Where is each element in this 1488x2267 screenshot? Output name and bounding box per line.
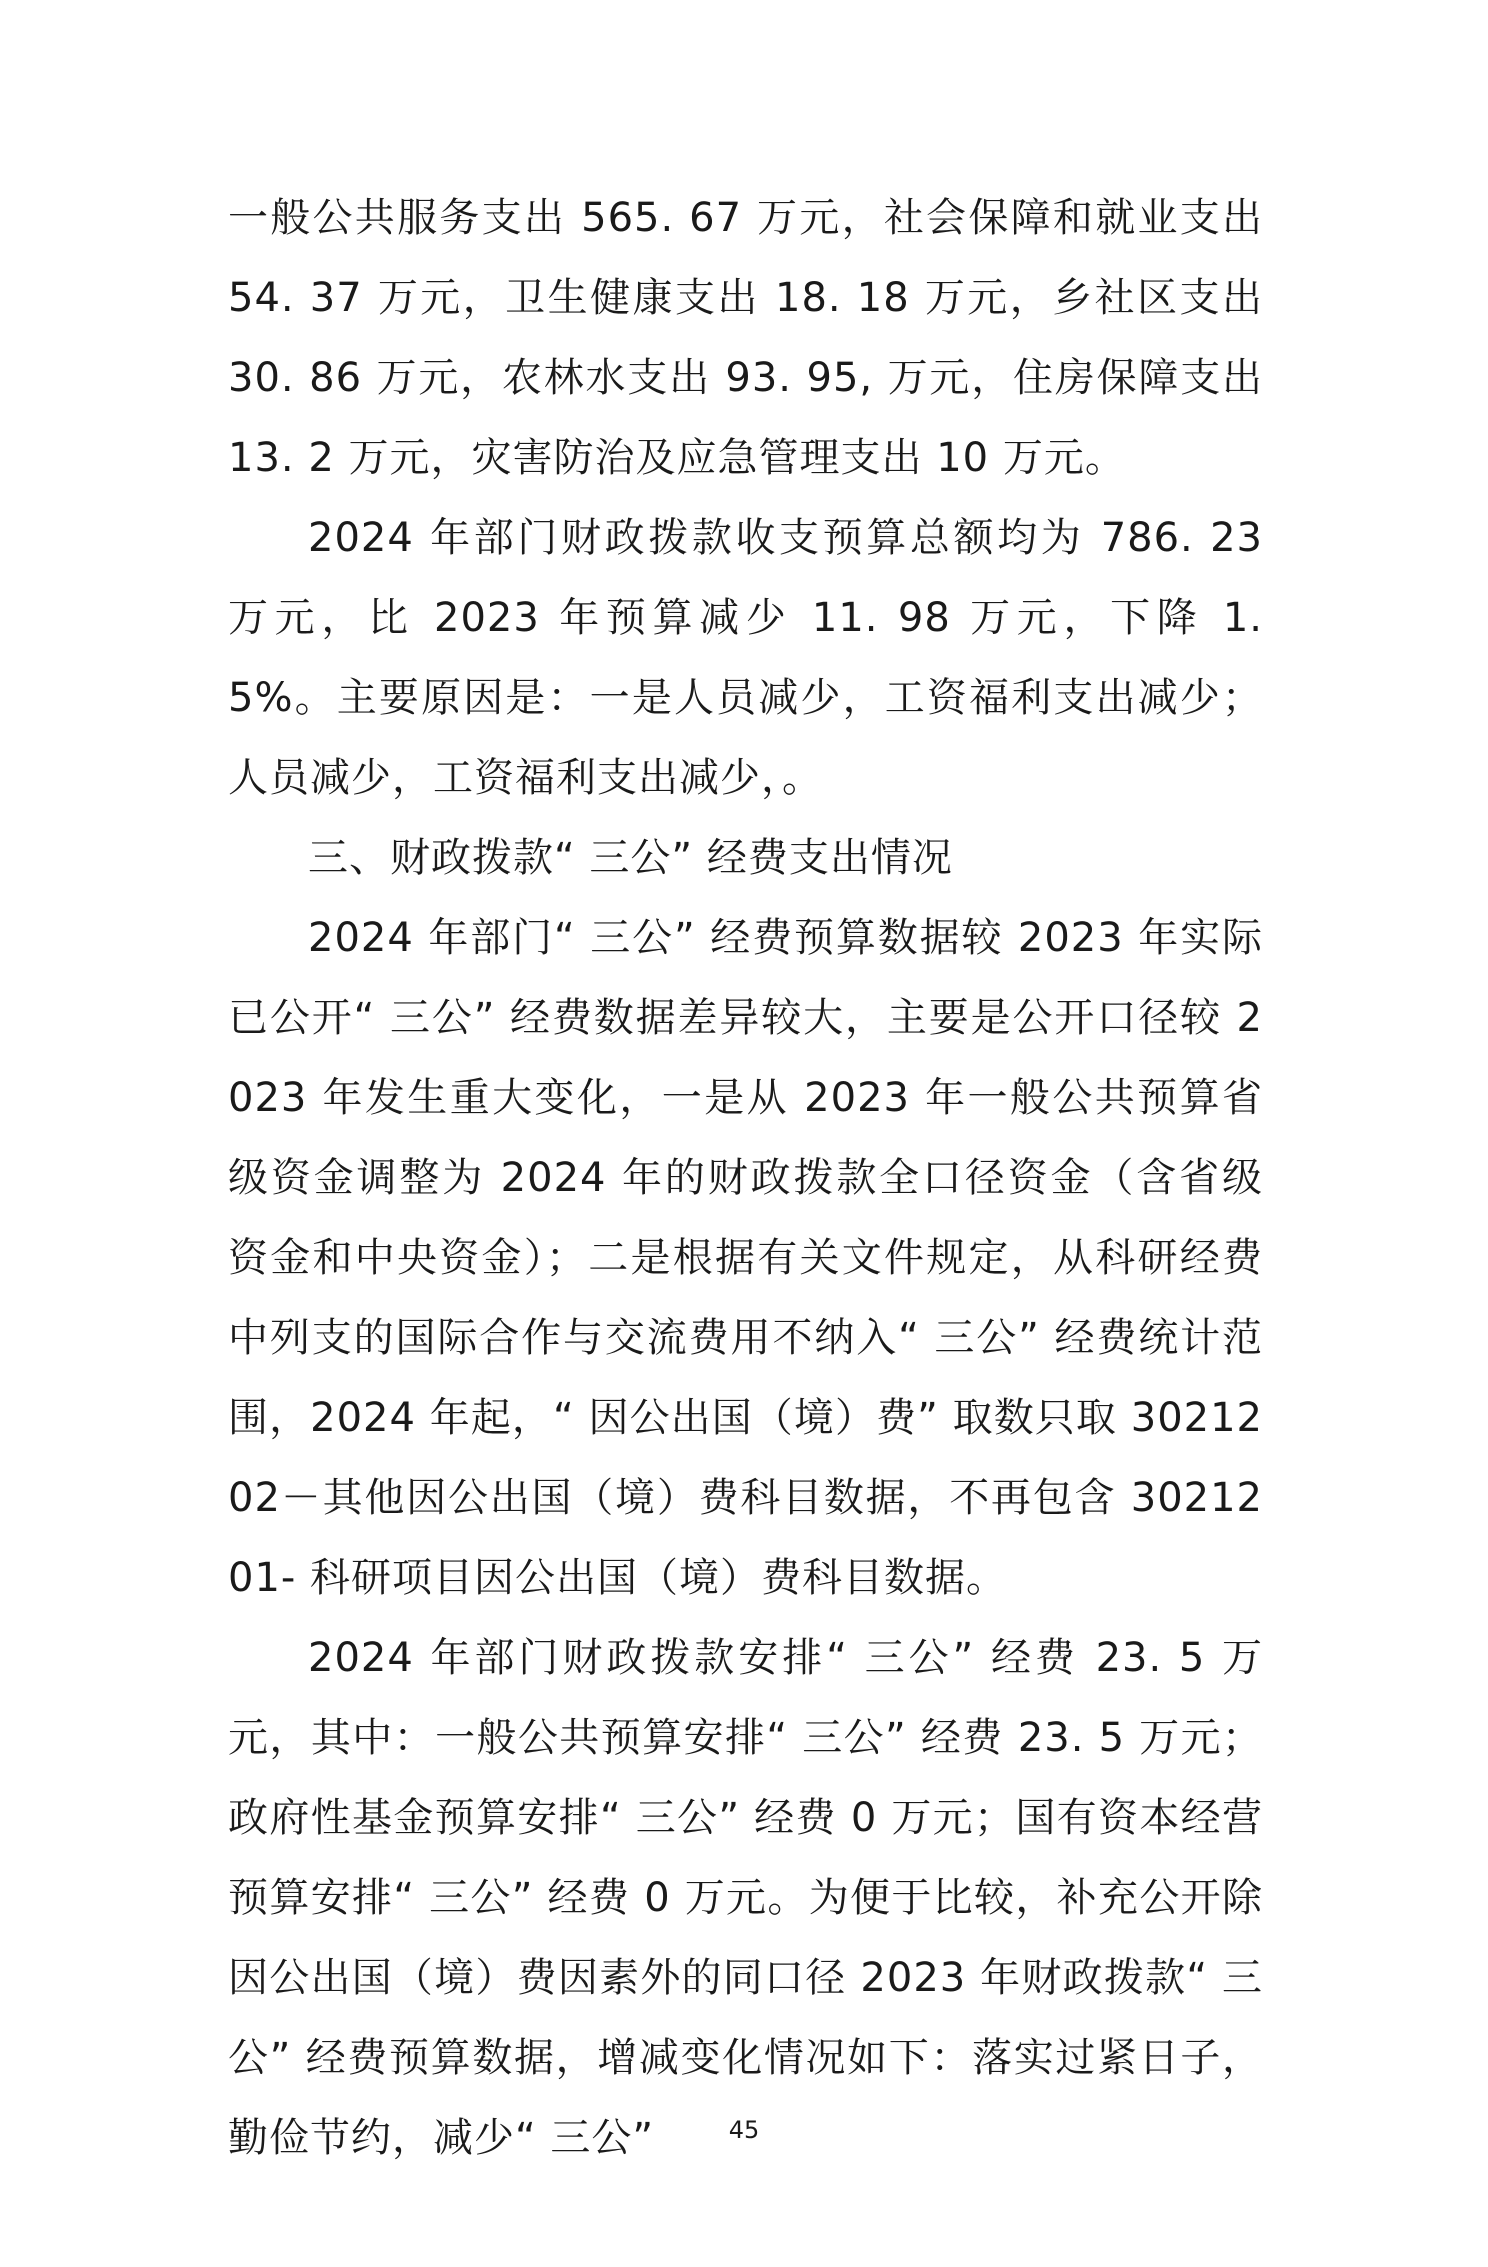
section-heading-three-public: 三、财政拨款“ 三公” 经费支出情况	[308, 835, 953, 881]
paragraph-caliber-change: 2024 年部门“ 三公” 经费预算数据较 2023 年实际已公开“ 三公” 经费数据差异较大，主要是公开口径较 2023 年发生重大变化，一是从 2023 年一般公共预算省级资金调整为 2024 年的财政拨款全口径资金（含省级资金和中央资金）；二是根据有关文件规定，从科研经费中列支的国际合作与交流费用不纳入“ 三公” 经费统计范围，2024 年起，“ 因公出国（境）费” 取数只取 3021202－其他因公出国（境）费科目数据，不再包含 3021201- 科研项目因公出国（境）费科目数据。	[228, 915, 1263, 1601]
page-number: 45	[728, 2116, 760, 2144]
paragraph-expenditure-breakdown: 一般公共服务支出 565. 67 万元，社会保障和就业支出 54. 37 万元，卫生健康支出 18. 18 万元，乡社区支出 30. 86 万元，农林水支出 93. 95, 万元，住房保障支出 13. 2 万元，灾害防治及应急管理支出 10 万元。	[228, 195, 1263, 481]
body-text	[228, 178, 1263, 2178]
paragraph-three-public-budget: 2024 年部门财政拨款安排“ 三公” 经费 23. 5 万元，其中：一般公共预算安排“ 三公” 经费 23. 5 万元；政府性基金预算安排“ 三公” 经费 0 万元；国有资本经营预算安排“ 三公” 经费 0 万元。为便于比较，补充公开除因公出国（境）费因素外的同口径 2023 年财政拨款“ 三公” 经费预算数据，增减变化情况如下：落实过紧日子，勤俭节约，减少“ 三公”	[228, 1635, 1263, 2161]
paragraph-budget-total: 2024 年部门财政拨款收支预算总额均为 786. 23 万元，比 2023 年预算减少 11. 98 万元，下降 1. 5%。主要原因是：一是人员减少，工资福利支出减少；人员减少，工资福利支出减少，。	[228, 515, 1263, 801]
